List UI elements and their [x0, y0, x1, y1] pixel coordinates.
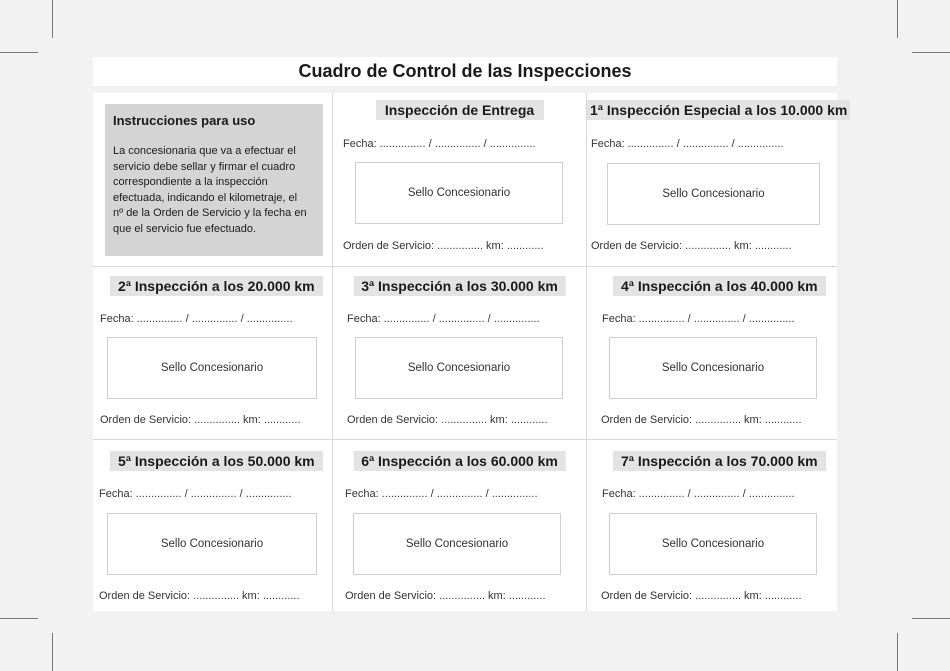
dealer-stamp-box[interactable]: Sello Concesionario [355, 162, 563, 224]
instructions-line: correspondiente a la inspección [113, 176, 268, 188]
dealer-stamp-box[interactable]: Sello Concesionario [609, 337, 817, 399]
instructions-line: La concesionaria que va a efectuar el [113, 145, 296, 157]
inspection-title: 6ª Inspección a los 60.000 km [353, 451, 566, 471]
date-field[interactable]: Fecha: ............... / ............... / ............... [100, 313, 293, 325]
service-order-field[interactable]: Orden de Servicio: ............... km: ............ [345, 590, 546, 602]
instructions-body [113, 144, 315, 237]
service-order-field[interactable]: Orden de Servicio: ............... km: ............ [347, 414, 548, 426]
inspection-title: 5ª Inspección a los 50.000 km [110, 451, 323, 471]
instructions-line: servicio debe sellar y firmar el cuadro [113, 160, 296, 173]
instructions-line: nº de la Orden de Servicio y la fecha en [113, 207, 307, 219]
inspection-title: 3ª Inspección a los 30.000 km [353, 276, 566, 296]
crop-mark [52, 0, 53, 38]
inspection-title: 7ª Inspección a los 70.000 km [613, 451, 826, 471]
date-field[interactable]: Fecha: ............... / ............... / ............... [602, 488, 795, 500]
crop-mark [912, 52, 950, 53]
instructions-line: que el servicio fue efectuado. [113, 222, 257, 235]
date-field[interactable]: Fecha: ............... / ............... / ............... [591, 138, 784, 150]
service-order-field[interactable]: Orden de Servicio: ............... km: ............ [100, 414, 301, 426]
dealer-stamp-box[interactable]: Sello Concesionario [607, 163, 820, 225]
crop-mark [0, 618, 38, 619]
date-field[interactable]: Fecha: ............... / ............... / ............... [99, 488, 292, 500]
dealer-stamp-box[interactable]: Sello Concesionario [107, 513, 317, 575]
inspection-grid [93, 93, 848, 611]
date-field[interactable]: Fecha: ............... / ............... / ............... [345, 488, 538, 500]
service-order-field[interactable]: Orden de Servicio: ............... km: ............ [343, 240, 544, 252]
crop-mark [912, 618, 950, 619]
crop-mark [0, 52, 38, 53]
date-field[interactable]: Fecha: ............... / ............... / ............... [343, 138, 536, 150]
dealer-stamp-box[interactable]: Sello Concesionario [353, 513, 561, 575]
instructions-cell [93, 93, 333, 267]
dealer-stamp-box[interactable]: Sello Concesionario [107, 337, 317, 399]
dealer-stamp-box[interactable]: Sello Concesionario [355, 337, 563, 399]
service-order-field[interactable]: Orden de Servicio: ............... km: ............ [99, 590, 300, 602]
dealer-stamp-box[interactable]: Sello Concesionario [609, 513, 817, 575]
inspection-cell [587, 267, 837, 440]
inspection-cell [587, 93, 848, 267]
instructions-box [105, 104, 323, 256]
inspection-title: 2ª Inspección a los 20.000 km [110, 276, 323, 296]
date-field[interactable]: Fecha: ............... / ............... / ............... [602, 313, 795, 325]
crop-mark [52, 633, 53, 671]
service-order-field[interactable]: Orden de Servicio: ............... km: ............ [601, 414, 802, 426]
crop-mark [897, 0, 898, 38]
inspection-cell [333, 440, 587, 611]
inspection-title: Inspección de Entrega [376, 100, 544, 120]
service-order-field[interactable]: Orden de Servicio: ............... km: ............ [591, 240, 792, 252]
inspection-title: 1ª Inspección Especial a los 10.000 km [587, 100, 850, 120]
inspection-cell [93, 440, 333, 611]
inspection-cell [587, 440, 837, 611]
inspection-cell [93, 267, 333, 440]
instructions-line: efectuada, indicando el kilometraje, el [113, 191, 298, 204]
inspection-cell [333, 93, 587, 267]
instructions-heading: Instrucciones para uso [113, 113, 256, 128]
inspection-title: 4ª Inspección a los 40.000 km [613, 276, 826, 296]
service-order-field[interactable]: Orden de Servicio: ............... km: ............ [601, 590, 802, 602]
crop-mark [897, 633, 898, 671]
date-field[interactable]: Fecha: ............... / ............... / ............... [347, 313, 540, 325]
inspection-cell [333, 267, 587, 440]
page-title: Cuadro de Control de las Inspecciones [93, 57, 837, 86]
